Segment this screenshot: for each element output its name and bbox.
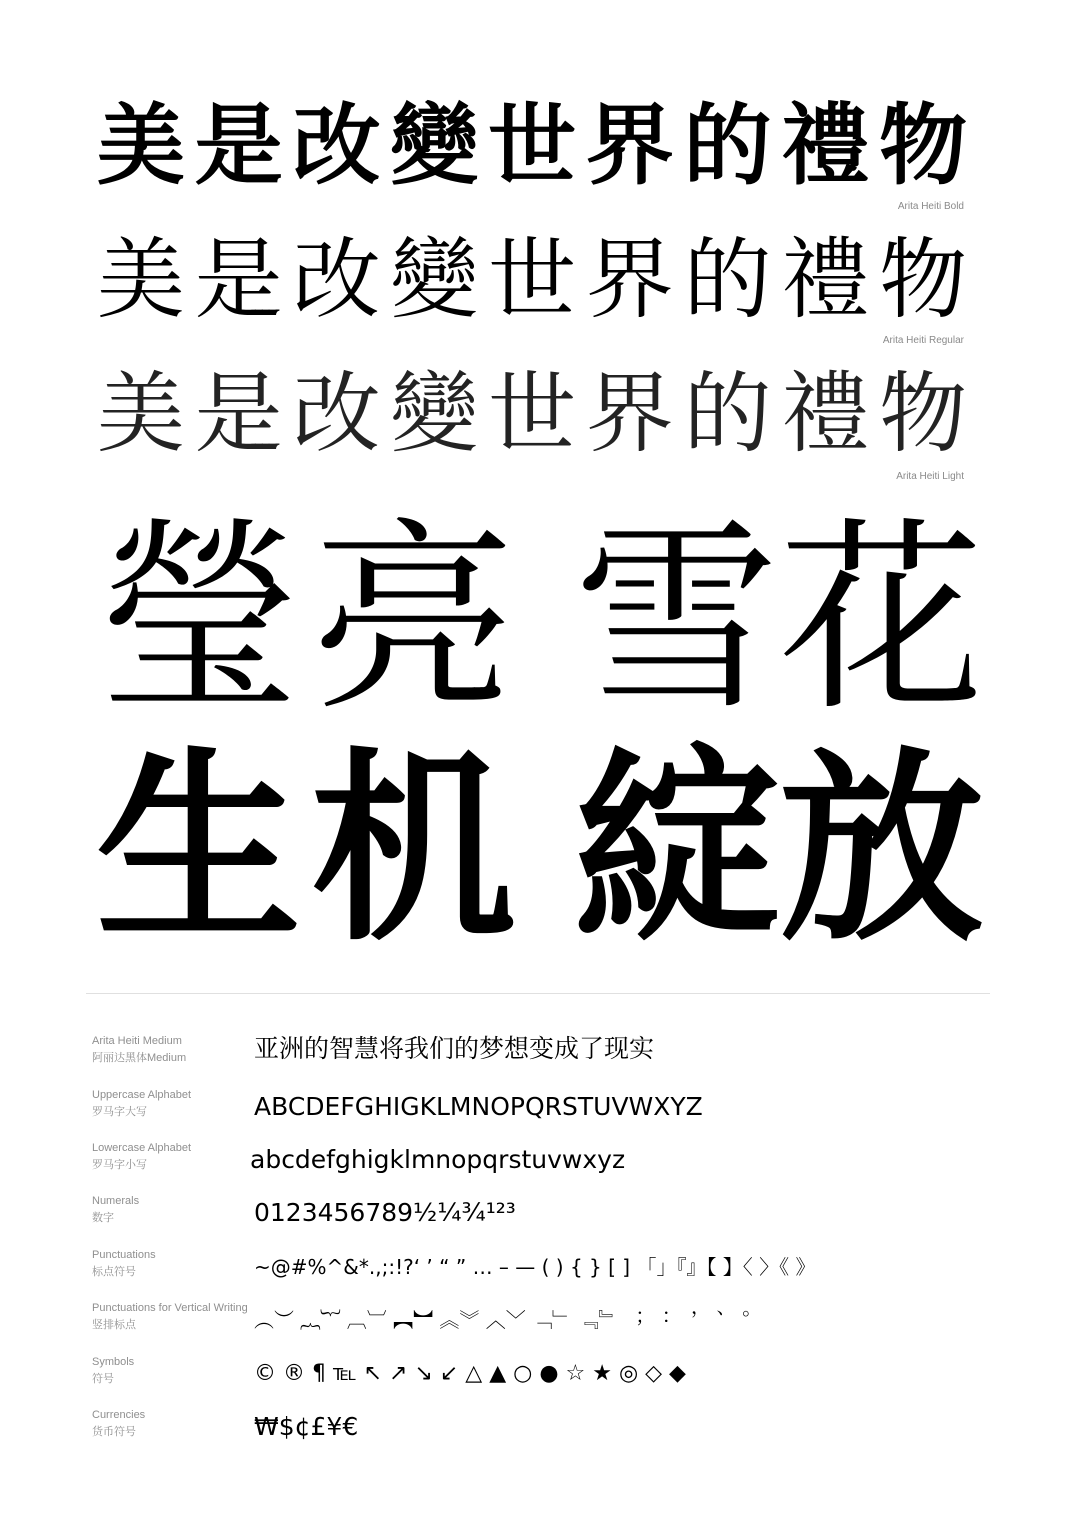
label-en: Numerals xyxy=(92,1195,140,1207)
glyph: 變 xyxy=(390,94,479,197)
specimen-row xyxy=(92,1407,1022,1459)
glyph: 變 xyxy=(390,228,479,331)
label-en: Currencies xyxy=(92,1409,146,1421)
label-cn: 罗马字大写 xyxy=(92,1106,147,1118)
label-en: Symbols xyxy=(92,1356,135,1368)
glyph: 禮 xyxy=(781,94,870,197)
specimen-sample: 亚洲的智慧将我们的梦想变成了现实 xyxy=(254,1034,655,1063)
specimen-row xyxy=(92,1087,1022,1139)
glyph: 的 xyxy=(683,362,772,465)
glyph: 改 xyxy=(292,94,381,197)
sample-line-bold xyxy=(92,94,972,197)
glyph: 的 xyxy=(683,94,772,197)
weight-label-bold: Arita Heiti Bold xyxy=(897,201,964,212)
display-glyph: 放 xyxy=(779,731,984,969)
label-en: Arita Heiti Medium xyxy=(92,1035,182,1047)
sample-line-light xyxy=(92,362,972,465)
specimen-label xyxy=(92,1033,252,1067)
label-cn: 货币符号 xyxy=(92,1426,136,1438)
divider xyxy=(86,993,990,994)
specimen-sample: © ® ¶ ℡ ↖ ↗ ↘ ↙ △ ▲ ○ ● ☆ ★ ◎ ◇ ◆ xyxy=(254,1361,686,1386)
specimen-row xyxy=(92,1354,1022,1406)
label-en: Punctuations xyxy=(92,1249,156,1261)
specimen-sample: ~@#%^&*.,;:!?‘ ’ “ ” … – — ( ) { } [ ] 「」『』【 】〈 〉《 》 xyxy=(254,1255,816,1279)
display-glyph: 綻 xyxy=(574,731,779,969)
specimen-label xyxy=(92,1193,252,1227)
glyph: 世 xyxy=(488,94,577,197)
glyph: 界 xyxy=(585,94,674,197)
specimen-sample: ABCDEFGHIGKLMNOPQRSTUVWXYZ xyxy=(254,1092,703,1121)
specimen-row xyxy=(92,1247,1022,1299)
glyph: 禮 xyxy=(781,362,870,465)
display-glyph: 雪 xyxy=(574,501,779,739)
specimen-sample: ₩$¢£¥€ xyxy=(254,1412,359,1441)
label-en: Uppercase Alphabet xyxy=(92,1089,192,1101)
glyph: 物 xyxy=(879,362,968,465)
glyph: 改 xyxy=(292,362,381,465)
glyph: 是 xyxy=(194,228,283,331)
glyph: 禮 xyxy=(781,228,870,331)
label-cn: 阿丽达黑体Medium xyxy=(92,1052,187,1064)
specimen-label xyxy=(92,1247,252,1281)
specimen-row xyxy=(92,1300,1022,1352)
display-line-heavy xyxy=(96,731,986,969)
glyph: 物 xyxy=(879,94,968,197)
specimen-sample: 0123456789½¼¾¹²³ xyxy=(254,1198,516,1227)
label-en: Punctuations for Vertical Writing xyxy=(92,1302,248,1314)
glyph: 美 xyxy=(96,228,185,331)
label-en: Lowercase Alphabet xyxy=(92,1142,192,1154)
specimen-sample: ︵︶ ︷︸ ︹︺ ︻︼ ︽︾ ︿﹀ ﹁﹂ ﹃﹄ ︔ ︓ ︐ ︑ ︒ xyxy=(254,1308,751,1332)
specimen-label xyxy=(92,1354,252,1388)
glyph: 世 xyxy=(488,228,577,331)
weight-label-light: Arita Heiti Light xyxy=(896,471,964,482)
glyph: 界 xyxy=(585,228,674,331)
weight-label-regular: Arita Heiti Regular xyxy=(882,335,964,346)
specimen-label xyxy=(92,1407,252,1441)
specimen-label xyxy=(92,1087,252,1121)
glyph: 美 xyxy=(96,362,185,465)
specimen-row xyxy=(92,1033,1022,1085)
specimen-label xyxy=(92,1140,252,1174)
glyph: 世 xyxy=(488,362,577,465)
display-glyph: 瑩 xyxy=(96,501,301,739)
display-glyph: 亮 xyxy=(311,501,516,739)
glyph: 美 xyxy=(96,94,185,197)
label-cn: 竖排标点 xyxy=(92,1319,136,1331)
label-cn: 符号 xyxy=(92,1373,114,1385)
glyph: 是 xyxy=(194,94,283,197)
glyph: 是 xyxy=(194,362,283,465)
specimen-label xyxy=(92,1300,252,1334)
sample-line-regular xyxy=(92,228,972,331)
label-cn: 标点符号 xyxy=(92,1266,136,1278)
specimen-row xyxy=(92,1140,1022,1192)
display-glyph: 机 xyxy=(311,731,516,969)
glyph: 界 xyxy=(585,362,674,465)
label-cn: 罗马字小写 xyxy=(92,1159,147,1171)
specimen-sample: abcdefghigklmnopqrstuvwxyz xyxy=(250,1145,626,1174)
display-glyph: 花 xyxy=(779,501,984,739)
specimen-row xyxy=(92,1193,1022,1245)
glyph: 改 xyxy=(292,228,381,331)
glyph: 的 xyxy=(683,228,772,331)
glyph: 變 xyxy=(390,362,479,465)
display-glyph: 生 xyxy=(96,731,301,969)
label-cn: 数字 xyxy=(92,1212,114,1224)
glyph: 物 xyxy=(879,228,968,331)
display-line-thin xyxy=(96,501,986,739)
